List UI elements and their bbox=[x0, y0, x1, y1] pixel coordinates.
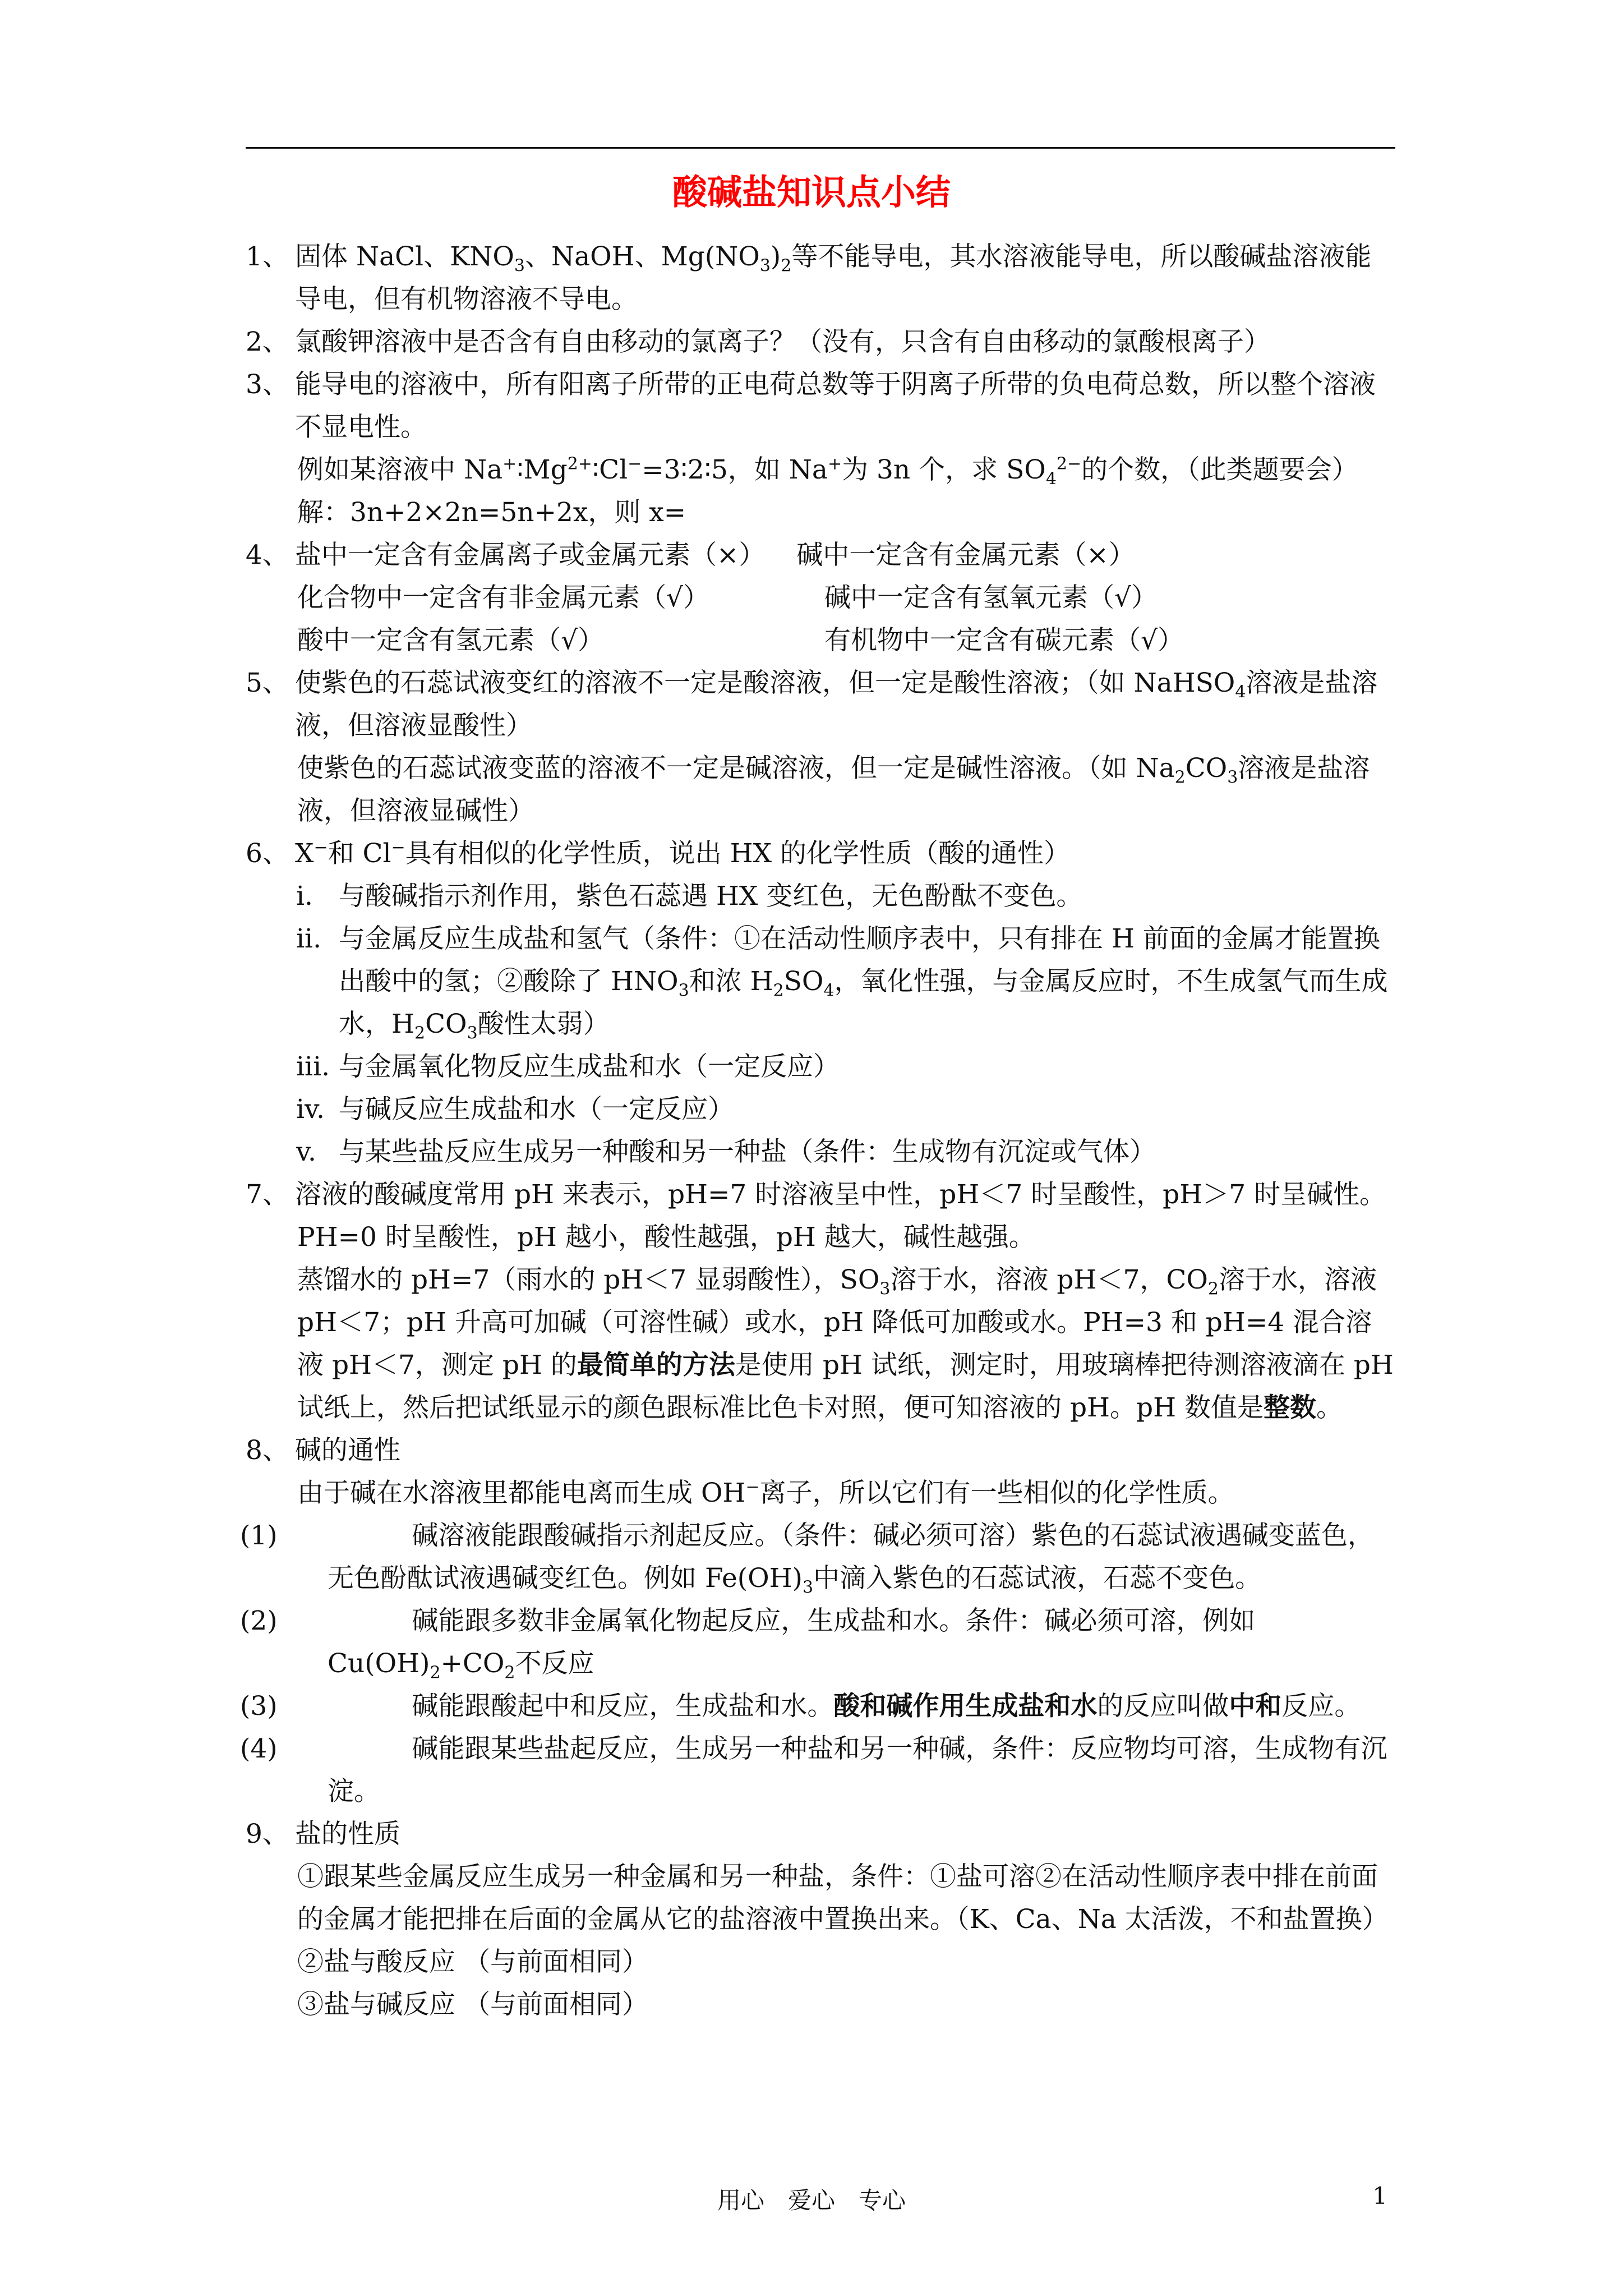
section-number: 3、 bbox=[246, 369, 289, 400]
section-number: 4、 bbox=[246, 540, 289, 570]
section-number: 5、 bbox=[246, 668, 289, 698]
section-9: 9、 盐的性质 bbox=[246, 1813, 1395, 1856]
document-body bbox=[240, 236, 1395, 2026]
section-8-item-3: (3) 碱能跟酸起中和反应，生成盐和水。酸和碱作用生成盐和水的反应叫做中和反应。 bbox=[240, 1691, 1361, 1722]
section-6-item-iii: iii. 与金属氧化物反应生成盐和水（一定反应） bbox=[296, 1051, 840, 1082]
section-3-example: 例如某溶液中 $Na^+∶Mg^{2+}∶Cl^-=3∶2∶5$，如 Na+为 3n 个，求 $SO_4^{2-}$的个数，（此类题要会） bbox=[297, 454, 1358, 489]
section-3: 3、 能导电的溶液中，所有阳离子所带的正电荷总数等于阴离子所带的负电荷总数，所以整个溶液不显电性。 bbox=[246, 364, 1395, 449]
section-8-item-1: (1) 碱溶液能跟酸碱指示剂起反应。（条件：碱必须可溶）紫色的石蕊试液遇碱变蓝色，无色酚酞试液遇碱变红色。例如 $Fe(OH)_3$中滴入紫色的石蕊试液，石蕊不变色。 bbox=[240, 1520, 1374, 1598]
section-8-item-2: (2) 碱能跟多数非金属氧化物起反应，生成盐和水。条件：碱必须可溶，例如 $Cu(OH)_2+CO_2$不反应 bbox=[240, 1605, 1256, 1683]
section-5-b: 使紫色的石蕊试液变蓝的溶液不一定是碱溶液，但一定是碱性溶液。（如 $Na_2CO_3$溶液是盐溶液，但溶液显碱性） bbox=[297, 753, 1370, 826]
section-6-item-iv: iv. 与碱反应生成盐和水（一定反应） bbox=[296, 1094, 734, 1125]
section-7-p3: 蒸馏水的 pH=7（雨水的 pH＜7 显弱酸性），$SO_3$溶于水，溶液 pH＜7，$CO_2$溶于水，溶液 pH＜7；pH 升高可加碱（可溶性碱）或水，pH 降低可加酸或水。PH=3 和 pH=4 混合溶液 pH＜7，测定 pH 的最简单的方法是使用 pH 试纸，测定时，用玻璃棒把待测溶液滴在 pH 试纸上，然后把试纸显示的颜色跟标准比色卡对照，便可知溶液的 pH。pH 数值是整数。 bbox=[297, 1264, 1394, 1423]
section-9-a: ①跟某些金属反应生成另一种金属和另一种盐，条件：①盐可溶②在活动性顺序表中排在前面的金属才能把排在后面的金属从它的盐溶液中置换出来。（K、Ca、Na 太活泼，不和盐置换） bbox=[297, 1861, 1389, 1935]
section-8: 8、 碱的通性 bbox=[246, 1429, 1395, 1472]
section-2: 2、 氯酸钾溶液中是否含有自由移动的氯离子？（没有，只含有自由移动的氯酸根离子） bbox=[246, 321, 1395, 364]
section-number: 7、 bbox=[246, 1179, 289, 1210]
footer-motto: 用心 爱心 专心 bbox=[717, 2187, 906, 2214]
section-1: 1、 固体 NaCl、$KNO_3$、NaOH、$Mg(NO_3)_2$等不能导电，其水溶液能导电，所以酸碱盐溶液能导电，但有机物溶液不导电。 bbox=[246, 236, 1395, 321]
section-9-c: ③盐与碱反应 （与前面相同） bbox=[297, 1989, 648, 2020]
section-number: 2、 bbox=[246, 326, 289, 357]
section-number: 6、 bbox=[246, 838, 289, 869]
section-9-b: ②盐与酸反应 （与前面相同） bbox=[297, 1947, 648, 1977]
section-number: 9、 bbox=[246, 1819, 289, 1849]
page-title: 酸碱盐知识点小结 bbox=[672, 172, 951, 213]
section-7: 7、 溶液的酸碱度常用 pH 来表示，pH=7 时溶液呈中性，pH＜7 时呈酸性，pH＞7 时呈碱性。 bbox=[246, 1174, 1395, 1216]
section-6-item-i: i. 与酸碱指示剂作用，紫色石蕊遇 HX 变红色，无色酚酞不变色。 bbox=[296, 881, 1083, 912]
section-3-solution: 解：3n+2×2n=5n+2x，则 x= bbox=[297, 497, 686, 528]
section-number: 1、 bbox=[246, 241, 289, 272]
section-4-row-2: 化合物中一定含有非金属元素（√） 碱中一定含有氢氧元素（√） bbox=[297, 582, 1158, 613]
section-4-row-1: 4、 盐中一定含有金属离子或金属元素（×） 碱中一定含有金属元素（×） bbox=[246, 534, 1395, 577]
section-6: 6、 X−和 Cl−具有相似的化学性质，说出 HX 的化学性质（酸的通性） bbox=[246, 832, 1395, 875]
section-6-item-v: v. 与某些盐反应生成另一种酸和另一种盐（条件：生成物有沉淀或气体） bbox=[296, 1137, 1156, 1167]
section-5: 5、 使紫色的石蕊试液变红的溶液不一定是酸溶液，但一定是酸性溶液；（如 NaHSO$_4$溶液是盐溶液，但溶液显酸性） bbox=[246, 662, 1395, 747]
section-number: 8、 bbox=[246, 1435, 289, 1466]
page-number: 1 bbox=[1372, 2182, 1387, 2210]
section-7-p2: PH=0 时呈酸性，pH 越小，酸性越强，pH 越大，碱性越强。 bbox=[297, 1222, 1035, 1253]
section-8-intro: 由于碱在水溶液里都能电离而生成 OH−离子，所以它们有一些相似的化学性质。 bbox=[297, 1477, 1234, 1508]
section-8-item-4: (4) 碱能跟某些盐起反应，生成另一种盐和另一种碱，条件：反应物均可溶，生成物有沉淀。 bbox=[240, 1733, 1387, 1807]
header-rule bbox=[246, 147, 1395, 149]
section-6-item-ii: ii. 与金属反应生成盐和氢气（条件：①在活动性顺序表中，只有排在 H 前面的金属才能置换出酸中的氢；②酸除了 $HNO_3$和浓 $H_2SO_4$，氧化性强，与金属反应时，不生成氢气而生成水，$H_2CO_3$酸性太弱） bbox=[296, 923, 1388, 1043]
section-4-row-3: 酸中一定含有氢元素（√） 有机物中一定含有碳元素（√） bbox=[297, 625, 1184, 656]
